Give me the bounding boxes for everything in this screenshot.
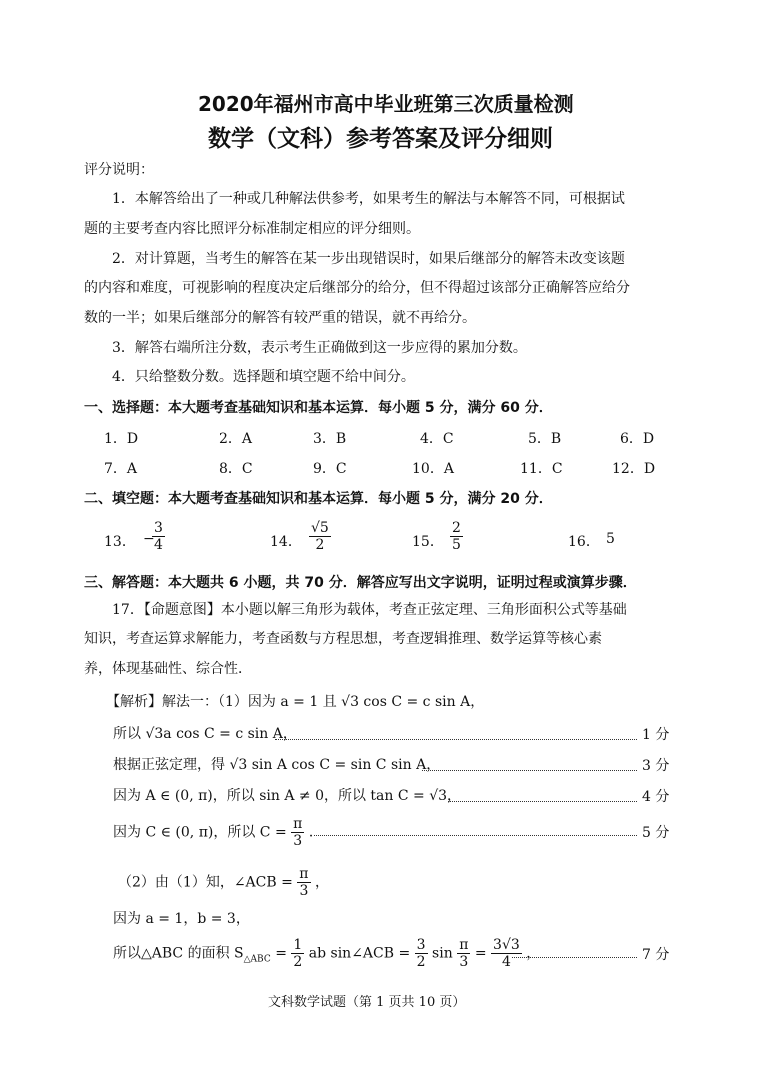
fill-question-number: 13． (104, 534, 136, 550)
solution-line: 因为 a = 1，b = 3， (113, 911, 250, 927)
solution-fraction (297, 866, 310, 899)
fraction-numerator: 1 (293, 937, 303, 953)
choice-answer: 2．A (219, 431, 253, 447)
note-line: 数的一半；如果后继部分的解答有较严重的错误，就不再给分。 (84, 310, 476, 326)
fill-answer-fraction (309, 520, 331, 553)
note-line: 题的主要考查内容比照评分标准制定相应的评分细则。 (84, 221, 420, 237)
fill-answer-sign: − (143, 531, 155, 547)
choice-answer: 1．D (104, 431, 139, 447)
choice-answer: 12．D (612, 461, 656, 477)
score-leader-dots (512, 957, 637, 958)
fraction-numerator: √5 (311, 520, 329, 536)
solution-line (118, 866, 329, 899)
solution-fraction (491, 937, 522, 970)
choice-answer: 3．B (313, 431, 347, 447)
solution-line: 【解析】解法一：（1）因为 a = 1 且 √3 cos C = c sin A， (106, 694, 485, 710)
solution-fraction (457, 937, 470, 970)
section-heading-solve: 三、解答题：本大题共 6 小题，共 70 分．解答应写出文字说明，证明过程或演算步骤． (84, 575, 637, 591)
note-line: 1．本解答给出了一种或几种解法供参考，如果考生的解法与本解答不同，可根据试 (112, 191, 625, 207)
solution-text: ， (526, 945, 541, 962)
score-value: 5 分 (642, 825, 670, 841)
fill-question-number: 16． (568, 534, 600, 550)
fraction-numerator: 3√3 (493, 937, 520, 953)
choice-answer: 4．C (420, 431, 454, 447)
solution-fraction (291, 816, 304, 849)
fraction-denominator: 3 (459, 954, 469, 970)
fraction-numerator: 3 (416, 937, 426, 953)
fraction-denominator: 3 (293, 833, 303, 849)
fraction-denominator: 2 (416, 954, 426, 970)
document-title: 2020年福州市高中毕业班第三次质量检测 (198, 92, 574, 116)
solution-fraction (415, 937, 428, 970)
section-heading-fill: 二、填空题：本大题考查基础知识和基本运算．每小题 5 分，满分 20 分． (84, 491, 553, 507)
question-intro-line: 知识，考查运算求解能力，考查函数与方程思想，考查逻辑推理、数学运算等核心素 (84, 631, 602, 647)
score-leader-dots (422, 770, 637, 771)
solution-text: ． (308, 824, 323, 841)
solution-text: sin (432, 945, 453, 962)
score-value: 1 分 (642, 727, 670, 743)
fill-answer: 5 (606, 531, 615, 547)
fraction-numerator: 3 (154, 520, 163, 536)
solution-text: 因为 C ∈ (0, π)，所以 C = (113, 824, 287, 841)
notes-heading: 评分说明： (84, 162, 154, 178)
solution-text: = (275, 945, 287, 962)
choice-answer: 7．A (104, 461, 138, 477)
note-line: 的内容和难度，可视影响的程度决定后继部分的给分，但不得超过该部分正确解答应给分 (84, 280, 630, 296)
solution-text: = (474, 945, 487, 962)
fill-answer-fraction (152, 520, 165, 553)
fraction-numerator: π (293, 816, 303, 832)
page-footer: 文科数学试题（第 1 页共 10 页） (268, 995, 466, 1010)
question-intro-line: 养，体现基础性、综合性． (84, 661, 252, 677)
fraction-denominator: 2 (315, 537, 325, 553)
section-heading-choice: 一、选择题：本大题考查基础知识和基本运算．每小题 5 分，满分 60 分． (84, 400, 553, 416)
solution-line: 因为 A ∈ (0, π)，所以 sin A ≠ 0，所以 tan C = √3， (113, 788, 462, 804)
fraction-denominator: 3 (299, 883, 309, 899)
note-line: 4．只给整数分数。选择题和填空题不给中间分。 (112, 369, 415, 385)
choice-answer: 11．C (520, 461, 563, 477)
solution-line (113, 816, 323, 849)
score-value: 3 分 (642, 758, 670, 774)
fill-question-number: 15． (412, 534, 444, 550)
solution-line: 根据正弦定理，得 √3 sin A cos C = sin C sin A， (113, 757, 441, 773)
solution-line: 所以 √3a cos C = c sin A， (113, 726, 297, 742)
score-leader-dots (448, 801, 637, 802)
solution-subscript: △ABC (243, 954, 271, 965)
score-value: 4 分 (642, 789, 670, 805)
solution-text: ab sin∠ACB = (308, 945, 411, 962)
solution-fraction (291, 937, 304, 970)
fill-answer-fraction (450, 520, 463, 553)
choice-answer: 10．A (412, 461, 454, 477)
solution-text: （2）由（1）知，∠ACB = (118, 874, 293, 891)
fraction-denominator: 2 (293, 954, 303, 970)
document-subtitle: 数学（文科）参考答案及评分细则 (208, 126, 553, 152)
score-leader-dots (275, 739, 637, 740)
note-line: 2．对计算题，当考生的解答在某一步出现错误时，如果后继部分的解答未改变该题 (112, 251, 625, 267)
fraction-numerator: π (299, 866, 309, 882)
fraction-denominator: 4 (501, 954, 511, 970)
score-leader-dots (314, 835, 637, 836)
fraction-denominator: 4 (154, 537, 163, 553)
choice-answer: 5．B (528, 431, 562, 447)
note-line: 3．解答右端所注分数，表示考生正确做到这一步应得的累加分数。 (112, 340, 527, 356)
choice-answer: 9．C (313, 461, 347, 477)
solution-text: 所以△ABC 的面积 S (113, 945, 244, 962)
choice-answer: 8．C (219, 461, 253, 477)
fraction-numerator: π (459, 937, 469, 953)
question-intro-line: 17．【命题意图】本小题以解三角形为载体，考查正弦定理、三角形面积公式等基础 (112, 602, 627, 618)
solution-text: ， (314, 874, 329, 891)
choice-answer: 6．D (620, 431, 655, 447)
fraction-numerator: 2 (452, 520, 461, 536)
solution-line (113, 937, 540, 970)
fraction-denominator: 5 (452, 537, 461, 553)
score-value: 7 分 (642, 947, 670, 963)
fill-question-number: 14． (270, 534, 302, 550)
